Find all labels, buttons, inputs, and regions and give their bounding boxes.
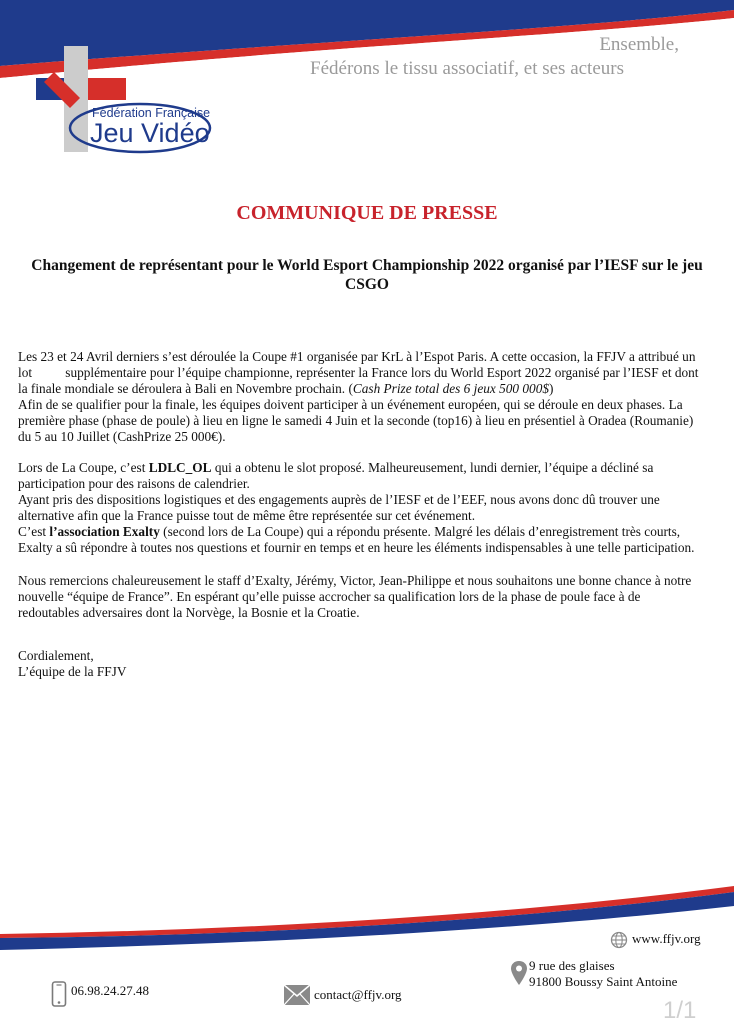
paragraph-line: première phase (phase de poule) à lieu en ligne le samedi 4 Juin et la seconde (top16) à lieu en présentiel à Oradea (Roumanie)	[18, 413, 694, 429]
text-span: qui a obtenu le slot proposé. Malheureusement, lundi dernier, l’équipe a décliné sa	[211, 460, 654, 475]
postal-address	[529, 958, 677, 990]
globe-icon	[610, 931, 628, 949]
text-span: la finale mondiale se déroulera à Bali en Novembre prochain. (	[18, 381, 353, 397]
paragraph-line: lot supplémentaire pour l’équipe championne, représenter la France lors du World Esport 2022 organisé par l’IESF et dont	[18, 365, 699, 381]
header-tagline-line1: Ensemble,	[599, 34, 679, 55]
paragraph-line: Nous remercions chaleureusement le staff d’Exalty, Jérémy, Victor, Jean-Philippe et nous souhaitons une bonne chance à notre	[18, 573, 692, 588]
envelope-icon	[284, 985, 310, 1005]
page-title: COMMUNIQUE DE PRESSE	[236, 202, 498, 224]
website-link[interactable]: www.ffjv.org	[632, 931, 701, 946]
logo-text-federation: Fédération Française	[92, 106, 211, 120]
paragraph-1	[18, 349, 718, 446]
closing-line: L’équipe de la FFJV	[18, 664, 127, 680]
logo-text-jeu-video: Jeu Vidéo	[90, 118, 210, 148]
paragraph-line: redoutables adversaires dont la Norvège, la Bosnie et la Croatie.	[18, 605, 360, 621]
address-line: 91800 Boussy Saint Antoine	[529, 974, 678, 989]
paragraph-line	[18, 524, 718, 540]
closing-signature	[18, 648, 718, 680]
text-span: C’est	[18, 524, 50, 540]
paragraph-line	[18, 381, 718, 397]
paragraph-line: Afin de se qualifier pour la finale, les équipes doivent participer à un événement européen, qui se déroule en deux phases. La	[18, 397, 683, 413]
paragraph-line	[18, 460, 718, 476]
document-subtitle: Changement de représentant pour le World Esport Championship 2022 organisé par l’IESF sur le jeu CSGO	[31, 257, 703, 293]
paragraph-2	[18, 460, 718, 557]
phone-number[interactable]: 06.98.24.27.48	[71, 983, 149, 998]
location-pin-icon	[510, 960, 528, 986]
paragraph-line: alternative afin que la France puisse tout de même être représentée sur cet événement.	[18, 508, 476, 524]
email-link[interactable]: contact@ffjv.org	[314, 987, 402, 1002]
paragraph-line: Exalty a sû répondre à toutes nos questions et fournir en temps et en heure les éléments indispensables à une telle participation.	[18, 540, 695, 556]
paragraph-line: Ayant pris des dispositions logistiques et des engagements auprès de l’IESF et de l’EEF, nous avons donc dû trouver une	[18, 492, 660, 508]
cash-prize-note: Cash Prize total des 6 jeux 500 000$	[352, 381, 549, 397]
page-indicator: 1/1	[663, 997, 697, 1024]
phone-icon	[51, 981, 67, 1007]
team-name-ldlc: LDLC_OL	[148, 460, 212, 475]
paragraph-3	[18, 573, 718, 621]
text-span: (second lors de La Coupe) qui a répondu présente. Malgré les délais d’enregistrement très courts,	[159, 524, 681, 540]
paragraph-line: participation pour des raisons de calendrier.	[18, 476, 250, 492]
paragraph-line: Les 23 et 24 Avril derniers s’est déroulée la Coupe #1 organisée par KrL à l’Espot Paris. A cette occasion, la FFJV a attribué un	[18, 349, 696, 364]
paragraph-line: nouvelle “équipe de France”. En espérant qu’elle puisse accrocher sa qualification lors de la phase de poule face à de	[18, 589, 641, 605]
paragraph-line: du 5 au 10 Juillet (CashPrize 25 000€).	[18, 429, 226, 445]
text-span: )	[549, 381, 554, 397]
address-line: 9 rue des glaises	[529, 958, 615, 973]
team-name-exalty: l’association Exalty	[49, 524, 160, 540]
closing-line: Cordialement,	[18, 648, 94, 663]
header-tagline-line2: Fédérons le tissu associatif, et ses acteurs	[310, 58, 624, 79]
text-span: Lors de La Coupe, c’est	[18, 460, 149, 475]
